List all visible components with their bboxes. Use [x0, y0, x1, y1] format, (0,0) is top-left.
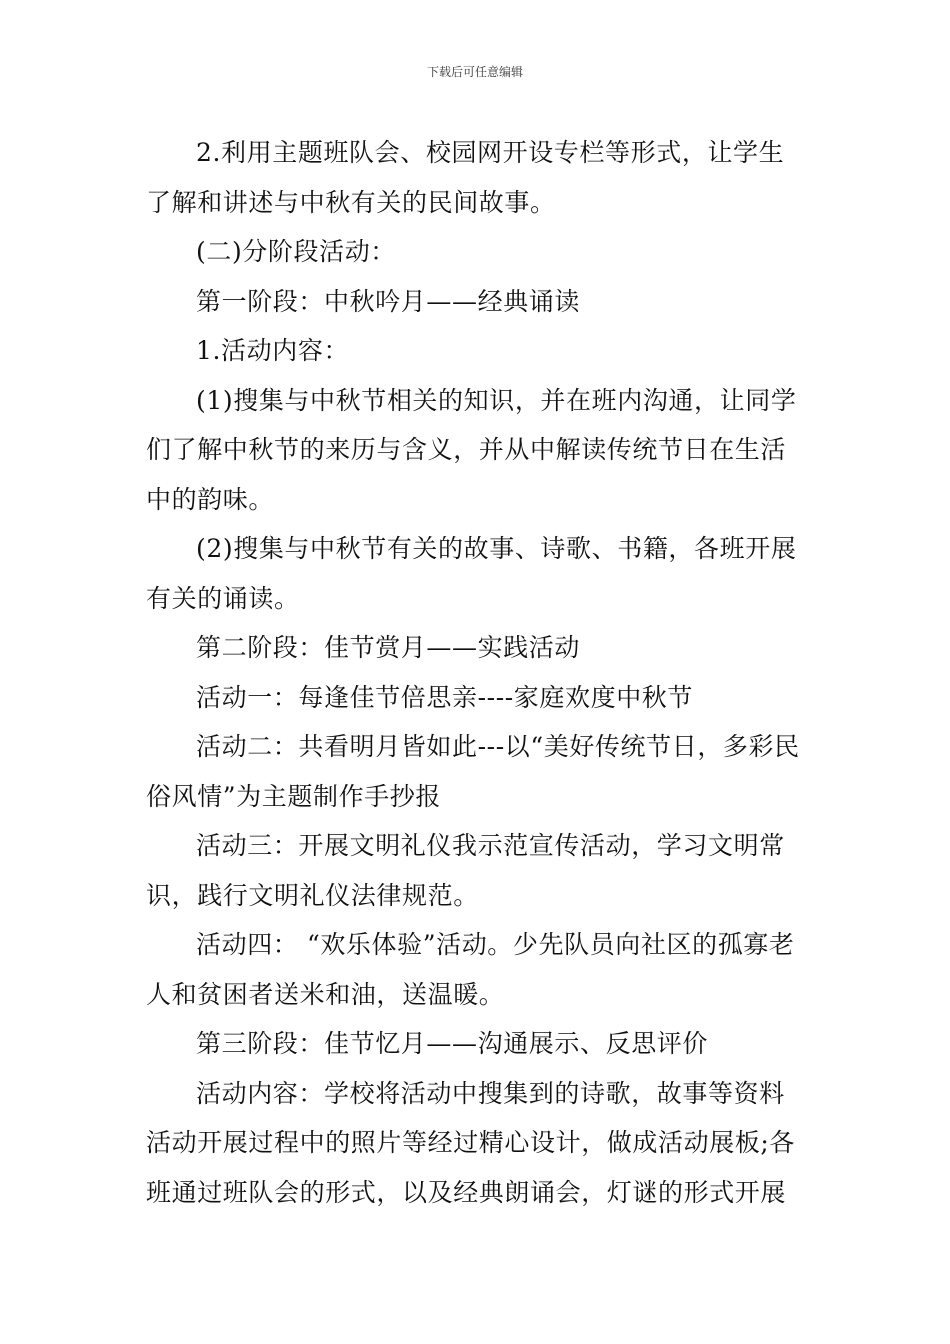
paragraph-12: 第三阶段：佳节忆月——沟通展示、反思评价 — [196, 1029, 709, 1058]
paragraph-13: 活动内容：学校将活动中搜集到的诗歌，故事等资料活动开展过程中的照片等经过精心设计，做成活动展板;各班通过班队会的形式，以及经典朗诵会，灯谜的形式开展 — [146, 1078, 796, 1207]
paragraph-6: (2)搜集与中秋节有关的故事、诗歌、书籍，各班开展有关的诵读。 — [146, 534, 797, 613]
paragraph-7: 第二阶段：佳节赏月——实践活动 — [196, 633, 581, 662]
page-header: 下载后可任意编辑 — [426, 65, 523, 79]
paragraph-4: 1.活动内容： — [196, 336, 350, 365]
paragraph-11: 活动四： “欢乐体验”活动。少先队员向社区的孤寡老人和贫困者送米和油，送温暖。 — [146, 930, 795, 1009]
paragraph-1: 2.利用主题班队会、校园网开设专栏等形式，让学生了解和讲述与中秋有关的民间故事。 — [146, 138, 785, 217]
paragraph-8: 活动一：每逢佳节倍思亲----家庭欢度中秋节 — [196, 682, 693, 712]
document-body — [146, 128, 808, 1217]
paragraph-10: 活动三：开展文明礼仪我示范宣传活动，学习文明常识，践行文明礼仪法律规范。 — [146, 831, 785, 910]
paragraph-2: (二)分阶段活动： — [196, 237, 396, 266]
paragraph-9: 活动二：共看明月皆如此---以“美好传统节日，多彩民俗风情”为主题制作手抄报 — [146, 732, 800, 811]
paragraph-5: (1)搜集与中秋节相关的知识，并在班内沟通，让同学们了解中秋节的来历与含义，并从中解读传统节日在生活中的韵味。 — [146, 385, 797, 514]
paragraph-3: 第一阶段：中秋吟月——经典诵读 — [196, 286, 581, 316]
